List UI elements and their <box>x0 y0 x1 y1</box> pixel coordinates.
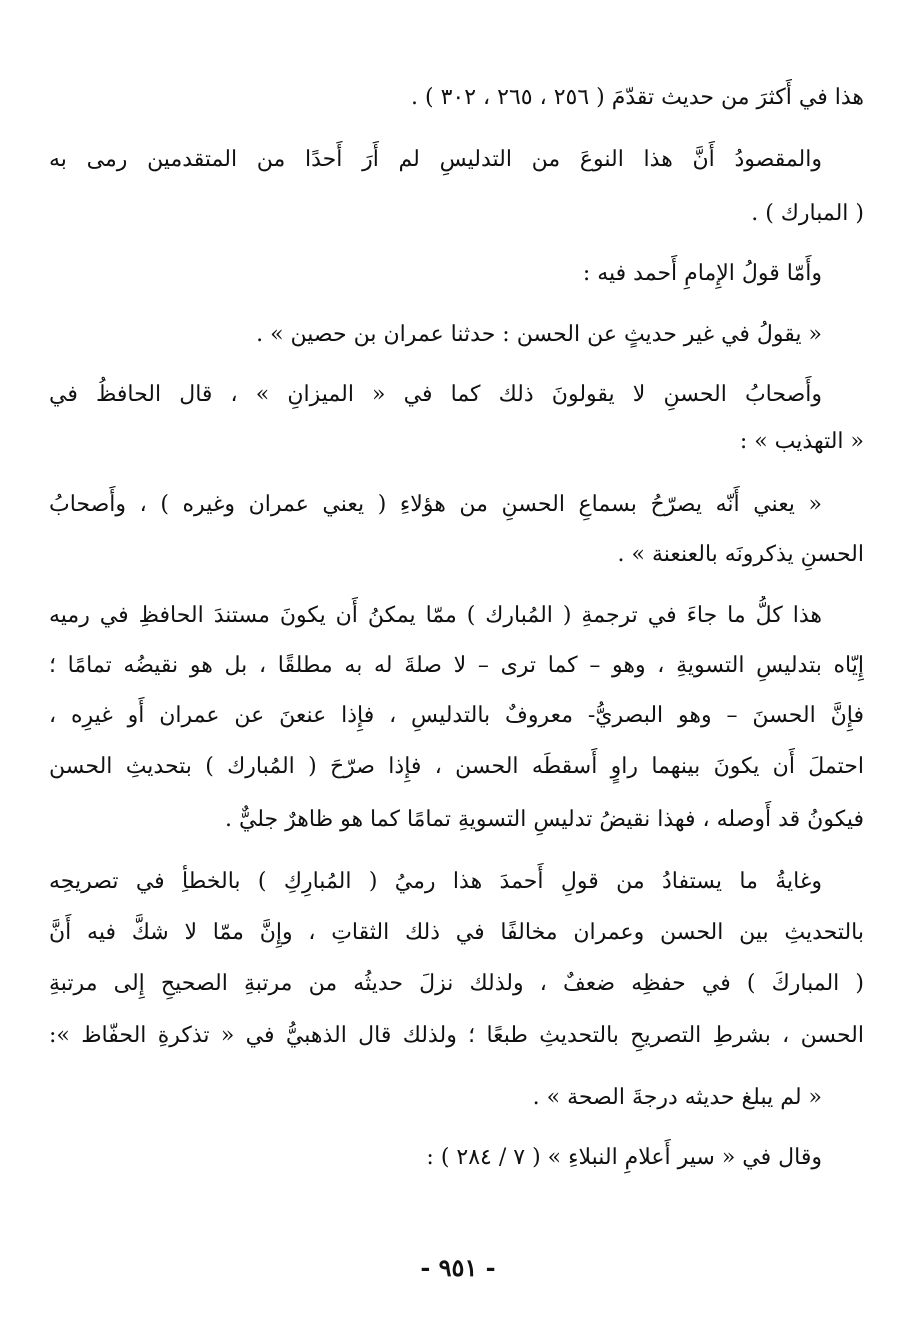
text-line: بالتحديثِ بين الحسن وعمران مخالفًا في ذلك الثقاتِ ، وإِنَّ ممّا لا شكَّ فيه أَنَّ <box>49 920 864 945</box>
text-line: الحسنِ يذكرونَه بالعنعنة » . <box>617 542 864 567</box>
text-line: وأَصحابُ الحسنِ لا يقولونَ ذلك كما في « الميزانِ » ، قال الحافظُ في <box>49 382 822 407</box>
text-line: « لم يبلغ حديثه درجةَ الصحة » . <box>532 1085 822 1110</box>
text-line: فيكونُ قد أَوصله ، فهذا نقيضُ تدليسِ التسويةِ تمامًا كما هو ظاهرٌ جليٌّ . <box>224 807 864 832</box>
text-line: ( المبارك ) . <box>751 201 864 226</box>
text-line: وقال في « سير أَعلامِ النبلاءِ » ( ٧ / ٢٨٤ ) : <box>426 1145 822 1170</box>
text-line: إِيّاه بتدليسِ التسويةِ ، وهو – كما ترى – لا صلةَ له به مطلقًا ، بل هو نقيضُه تمامًا ؛ <box>49 653 864 678</box>
text-line: فإِنَّ الحسنَ – وهو البصريُّ- معروفٌ بالتدليسِ ، فإِذا عنعنَ عن عمران أَو غيرِه ، <box>49 703 864 728</box>
text-line: وغايةُ ما يستفادُ من قولِ أَحمدَ هذا رميُ ( المُبارِكِ ) بالخطأِ في تصريحِه <box>49 869 822 894</box>
text-line: احتملَ أَن يكونَ بينهما راوٍ أَسقطَه الحسن ، فإِذا صرّحَ ( المُبارك ) بتحديثِ الحسن <box>49 754 864 779</box>
text-line: « التهذيب » : <box>739 429 864 454</box>
text-line: « يعني أَنّه يصرّحُ بسماعِ الحسنِ من هؤلاءِ ( يعني عمران وغيره ) ، وأَصحابُ <box>49 492 822 517</box>
text-line: هذا في أَكثرَ من حديث تقدّمَ ( ٢٥٦ ، ٢٦٥ ، ٣٠٢ ) . <box>411 85 864 110</box>
text-line: والمقصودُ أَنَّ هذا النوعَ من التدليسِ لم أَرَ أَحدًا من المتقدمين رمى به <box>49 147 822 172</box>
text-line: « يقولُ في غير حديثٍ عن الحسن : حدثنا عمران بن حصين » . <box>256 322 822 347</box>
text-line: ( المباركَ ) في حفظِه ضعفٌ ، ولذلك نزلَ حديثُه من مرتبةِ الصحيحِ إِلى مرتبةِ <box>49 971 864 996</box>
text-line: هذا كلُّ ما جاءَ في ترجمةِ ( المُبارك ) ممّا يمكنُ أَن يكونَ مستندَ الحافظِ في رميه <box>49 603 822 628</box>
page-number: - ٩٥١ - <box>420 1253 496 1282</box>
text-line: وأَمّا قولُ الإِمامِ أَحمد فيه : <box>582 261 822 286</box>
text-line: الحسن ، بشرطِ التصريحِ بالتحديثِ طبعًا ؛ ولذلك قال الذهبيُّ في « تذكرةِ الحفّاظ »: <box>49 1023 864 1048</box>
